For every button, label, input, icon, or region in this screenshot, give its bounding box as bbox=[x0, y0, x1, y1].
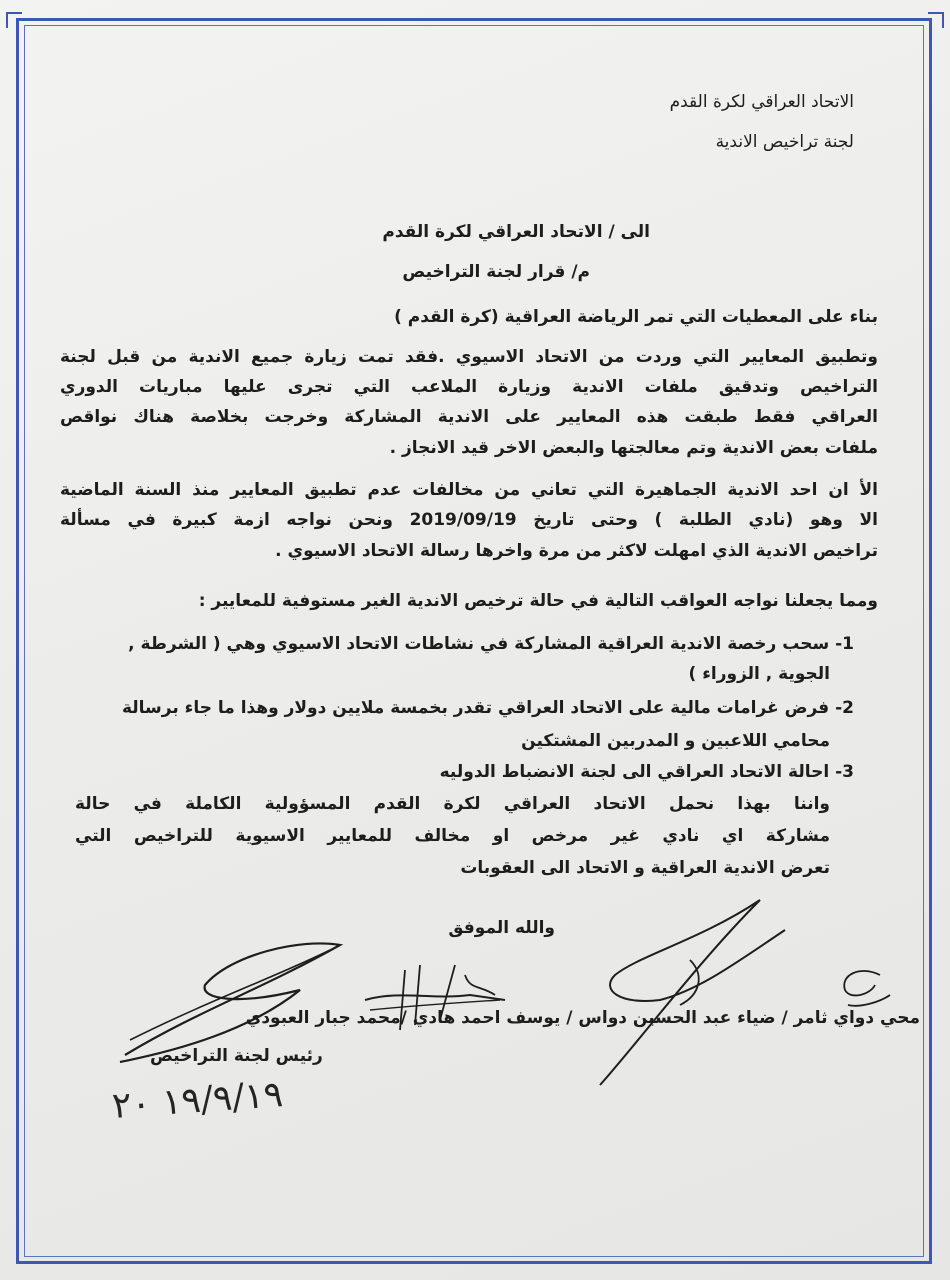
closing-line: واننا بهذا نحمل الاتحاد العراقي لكرة القدم المسؤولية الكاملة في حالة bbox=[75, 794, 830, 814]
list-item-2: 2- فرض غرامات مالية على الاتحاد العراقي تقدر بخمسة ملايين دولار وهذا ما جاء برسالة bbox=[121, 698, 854, 718]
corner-ornament-right bbox=[928, 12, 944, 28]
signatory-names: محي دواي ثامر / ضياء عبد الحسين دواس / يوسف احمد هادي /محمد جبار العبودي bbox=[245, 1008, 920, 1028]
committee-name: لجنة تراخيص الاندية bbox=[715, 132, 854, 152]
handwritten-date: ١٩/٩/١٩ ٢٠ bbox=[110, 1074, 285, 1127]
chair-title: رئيس لجنة التراخيص bbox=[150, 1046, 323, 1066]
addressee: الى / الاتحاد العراقي لكرة القدم bbox=[382, 222, 650, 242]
paragraph-line: تراخيص الاندية الذي امهلت لاكثر من مرة واخرها رسالة الاتحاد الاسيوي . bbox=[275, 541, 878, 561]
corner-ornament-left bbox=[6, 12, 22, 28]
list-item-3: 3- احالة الاتحاد العراقي الى لجنة الانضباط الدوليه bbox=[439, 762, 854, 782]
paragraph-line: ملفات بعض الاندية وتم معالجتها والبعض الاخر قيد الانجاز . bbox=[389, 438, 878, 458]
paragraph-line: التراخيص وتدقيق ملفات الاندية وزيارة الملاعب التي تجرى عليها مباريات الدوري bbox=[60, 377, 878, 397]
list-item-2-cont: محامي اللاعبين و المدربين المشتكين bbox=[521, 731, 830, 751]
paragraph-line: الأ ان احد الاندية الجماهيرة التي تعاني من مخالفات عدم تطبيق المعايير منذ السنة الماضية bbox=[60, 480, 878, 500]
list-item-1: 1- سحب رخصة الاندية العراقية المشاركة في نشاطات الاتحاد الاسيوي وهي ( الشرطة , bbox=[128, 634, 854, 654]
paragraph-line: الا وهو (نادي الطلبة ) وحتى تاريخ 2019/09/19 ونحن نواجه ازمة كبيرة في مسألة bbox=[60, 510, 878, 530]
list-item-1-cont: الجوية , الزوراء ) bbox=[688, 664, 830, 684]
paragraph-line: العراقي فقط طبقت هذه المعايير على الاندية المشاركة وخرجت بخلاصة هناك نواقص bbox=[60, 407, 878, 427]
closing-line: تعرض الاندية العراقية و الاتحاد الى العقوبات bbox=[460, 858, 830, 878]
paragraph-line: وتطبيق المعايير التي وردت من الاتحاد الاسيوي .فقد تمت زيارة جميع الاندية من قبل لجنة bbox=[60, 347, 878, 367]
org-name: الاتحاد العراقي لكرة القدم bbox=[669, 92, 854, 112]
closing-line: مشاركة اي نادي غير مرخص او مخالف للمعايير الاسيوية للتراخيص التي bbox=[75, 826, 830, 846]
salutation: والله الموفق bbox=[448, 918, 555, 938]
paragraph-line: ومما يجعلنا نواجه العواقب التالية في حالة ترخيص الاندية الغير مستوفية للمعايير : bbox=[198, 591, 878, 611]
subject: م/ قرار لجنة التراخيص bbox=[402, 262, 590, 282]
paragraph-line: بناء على المعطيات التي تمر الرياضة العراقية (كرة القدم ) bbox=[394, 307, 878, 327]
